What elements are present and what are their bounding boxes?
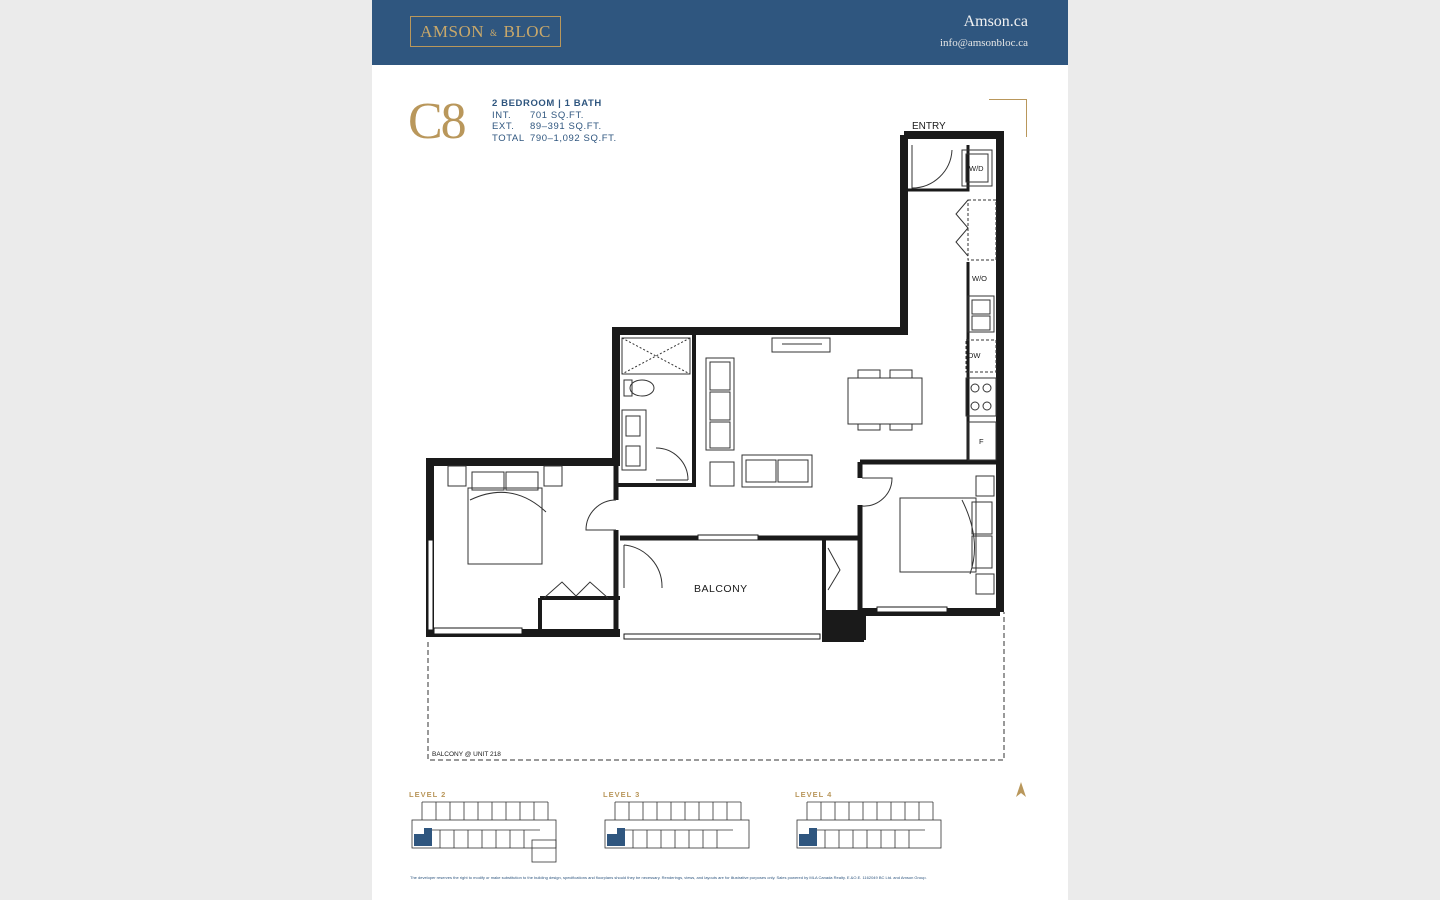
range xyxy=(966,378,996,416)
interior-wall-bed2 xyxy=(860,462,1000,612)
column xyxy=(822,610,864,642)
dining-table xyxy=(848,378,922,424)
exterior-wall-right xyxy=(904,135,1000,612)
logo-left: AMSON xyxy=(420,22,485,41)
pantry xyxy=(968,200,996,260)
spec-ext: EXT. 89–391 SQ.FT. xyxy=(492,121,602,132)
email-link[interactable]: info@amsonbloc.ca xyxy=(939,37,1028,49)
exterior-wall-bottom-right xyxy=(862,612,1000,640)
balcony-door xyxy=(624,545,662,588)
closet-bed1 xyxy=(540,598,620,633)
balcony-label: BALCONY xyxy=(694,583,748,595)
fridge-label: F xyxy=(979,437,984,446)
bath-door xyxy=(656,448,688,480)
window-bed2 xyxy=(877,607,947,612)
window-balcony xyxy=(624,634,820,639)
level-4-label: LEVEL 4 xyxy=(795,790,833,799)
bed1-closet-door xyxy=(544,582,608,598)
floor-plan xyxy=(372,0,1068,900)
exterior-wall xyxy=(430,132,904,633)
spec-total: TOTAL 790–1,092 SQ.FT. xyxy=(492,132,617,144)
logo-amp: & xyxy=(490,27,498,38)
bed2-closet-door xyxy=(828,548,840,590)
disclaimer: The developer reserves the right to modify or make substitution to the building design, specifications and floorplans should they be necessary. Renderings, views, and layouts are for illustrative purposes only. Sales powered by MLA Canada Realty. E.&O.E. 1162049 BC Ltd. and Amson Group. xyxy=(410,875,927,880)
window-bed1-side xyxy=(428,540,433,630)
level-3-label: LEVEL 3 xyxy=(603,790,641,799)
spec-int: INT. 701 SQ.FT. xyxy=(492,109,585,121)
window-living xyxy=(698,535,758,540)
toilet-tank xyxy=(624,380,632,396)
level-2-label: LEVEL 2 xyxy=(409,790,447,799)
bed2 xyxy=(900,498,976,572)
bed2-door xyxy=(862,478,892,506)
wd-label: W/D xyxy=(969,164,984,173)
unit-type: 2 BEDROOM | 1 BATH xyxy=(492,98,602,109)
interior-wall-entry xyxy=(904,145,968,190)
tv-unit xyxy=(772,338,830,352)
bed1 xyxy=(468,488,542,564)
entry-label: ENTRY xyxy=(912,121,946,132)
unit-code: C8 xyxy=(408,93,465,150)
north-arrow-icon xyxy=(1016,782,1026,797)
ottoman xyxy=(710,462,734,486)
logo-right: BLOC xyxy=(503,22,551,41)
website-link[interactable]: Amson.ca xyxy=(963,13,1028,30)
bed1-door xyxy=(586,500,616,530)
entry-door xyxy=(912,145,952,188)
keyplan-level-2 xyxy=(410,800,560,864)
dw-label: DW xyxy=(968,351,981,360)
wo-label: W/O xyxy=(972,274,987,283)
keyplan-level-4 xyxy=(795,800,945,850)
window-bed1-bottom xyxy=(434,628,522,634)
toilet-bowl xyxy=(630,380,654,396)
floorplan-sheet xyxy=(372,0,1068,900)
balcony-unit-label: BALCONY @ UNIT 218 xyxy=(432,751,501,758)
keyplan-level-3 xyxy=(603,800,753,850)
